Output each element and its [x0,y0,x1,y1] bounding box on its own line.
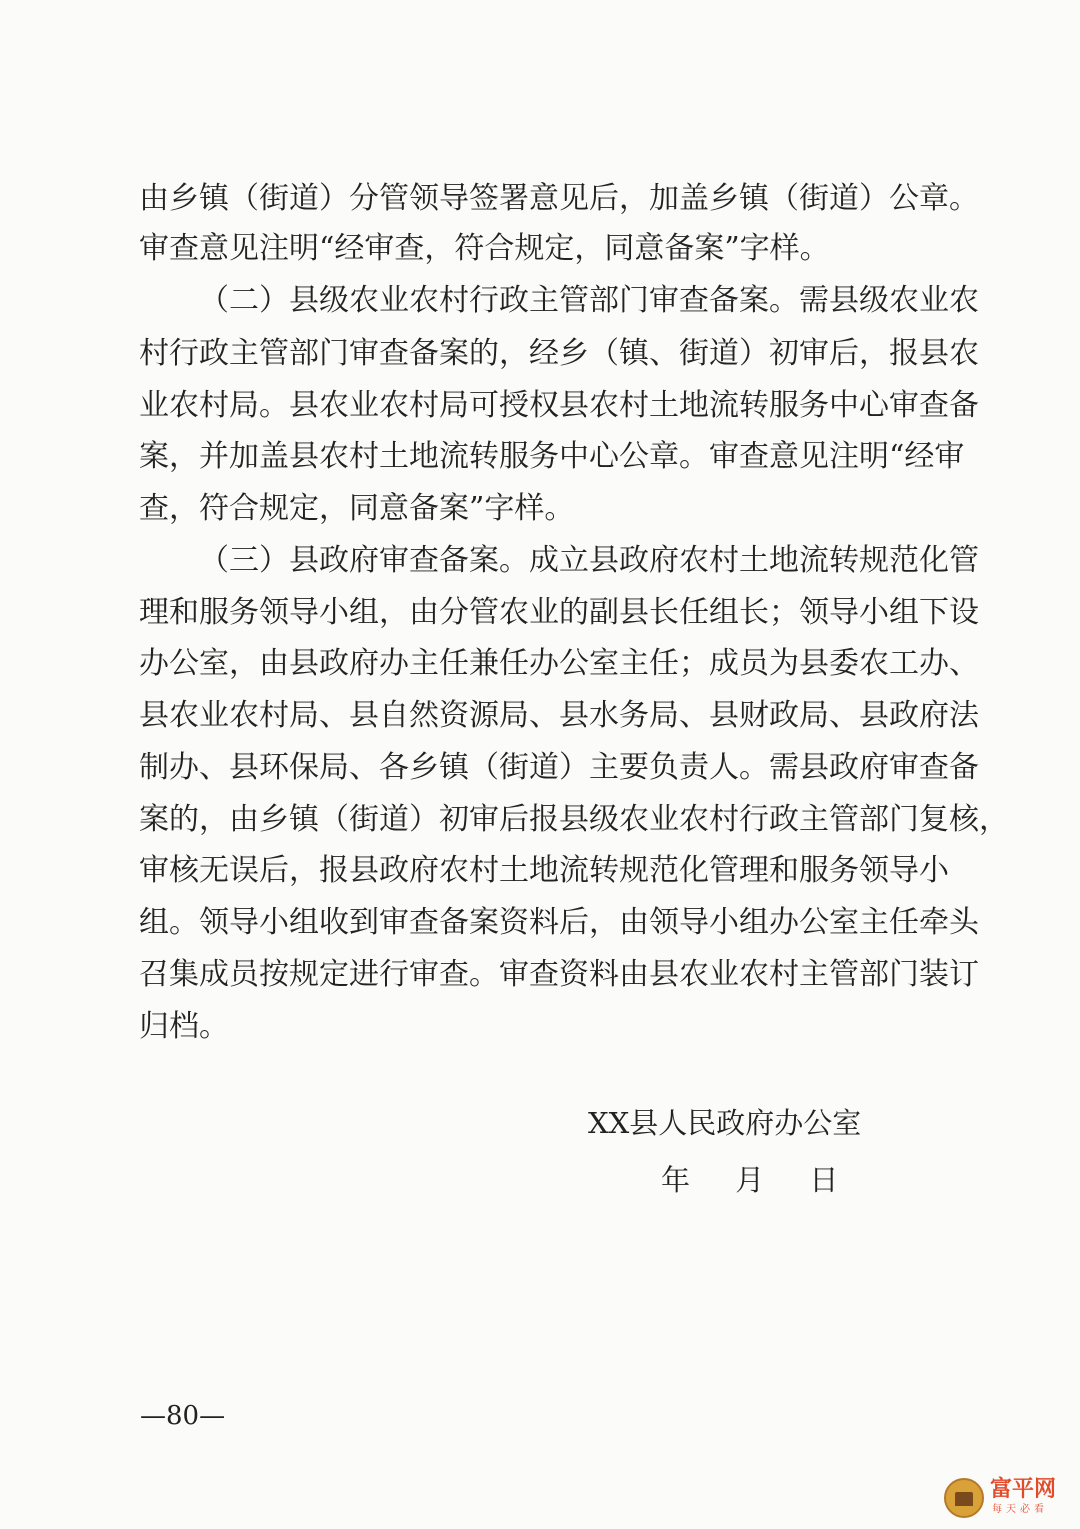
watermark-slogan: 每天必看 [992,1504,1048,1515]
text-line: 查，符合规定，同意备案”字样。 [139,491,575,526]
watermark-logo [944,1478,1064,1520]
page-number: —80— [140,1401,226,1431]
text-line: 召集成员按规定进行审查。审查资料由县农业农村主管部门装订 [139,957,979,992]
section-heading-2: （二）县级农业农村行政主管部门审查备案。需县级农业农 [199,283,979,318]
text-line: 村行政主管部门审查备案的，经乡（镇、街道）初审后，报县农 [139,336,979,371]
text-line: 县农业农村局、县自然资源局、县水务局、县财政局、县政府法 [139,698,979,733]
section-heading-3: （三）县政府审查备案。成立县政府农村土地流转规范化管 [199,543,979,578]
signature-date: 年 月 日 [661,1163,857,1197]
text-line: 归档。 [139,1009,229,1044]
building-icon [944,1478,984,1518]
text-line: 案，并加盖县农村土地流转服务中心公章。审查意见注明“经审 [139,439,965,474]
text-line: 审核无误后，报县政府农村土地流转规范化管理和服务领导小 [139,853,949,888]
watermark-name: 富平网 [990,1477,1057,1502]
text-line: 业农村局。县农业农村局可授权县农村土地流转服务中心审查备 [139,388,979,423]
text-line: 由乡镇（街道）分管领导签署意见后，加盖乡镇（街道）公章。 [139,181,979,216]
text-line: 审查意见注明“经审查，符合规定，同意备案”字样。 [139,231,830,266]
signature-org: XX县人民政府办公室 [588,1106,862,1140]
text-line: 组。领导小组收到审查备案资料后，由领导小组办公室主任牵头 [139,905,979,940]
text-line: 理和服务领导小组，由分管农业的副县长任组长；领导小组下设 [139,595,979,630]
text-line: 案的，由乡镇（街道）初审后报县级农业农村行政主管部门复核， [139,802,1009,837]
text-line: 制办、县环保局、各乡镇（街道）主要负责人。需县政府审查备 [139,750,979,785]
text-line: 办公室，由县政府办主任兼任办公室主任；成员为县委农工办、 [139,646,979,681]
